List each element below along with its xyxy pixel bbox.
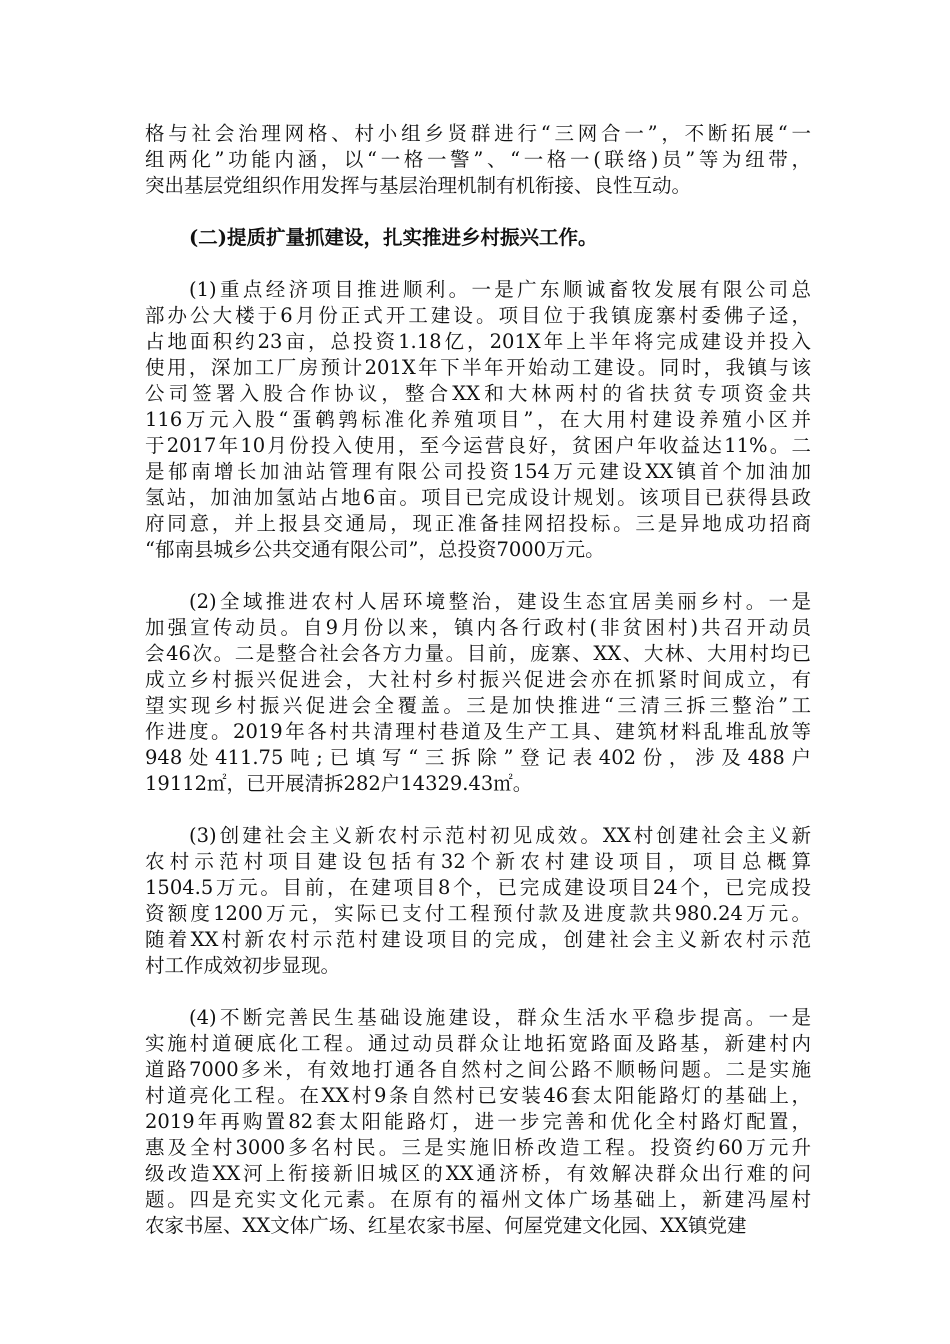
text-line: 116万元入股“蛋鹌鹑标准化养殖项目”，在大用村建设养殖小区并 bbox=[145, 408, 811, 431]
text-line: 级改造XX河上衔接新旧城区的XX通济桥，有效解决群众出行难的问 bbox=[145, 1162, 811, 1185]
text-line: 公司签署入股合作协议，整合XX和大林两村的省扶贫专项资金共 bbox=[145, 382, 811, 405]
text-line: 农村示范村项目建设包括有32个新农村建设项目，项目总概算 bbox=[145, 850, 811, 873]
body-paragraph bbox=[145, 277, 811, 563]
text-line: 作进度。2019年各村共清理村巷道及生产工具、建筑材料乱堆乱放等 bbox=[145, 720, 811, 743]
text-line: (4)不断完善民生基础设施建设，群众生活水平稳步提高。一是 bbox=[189, 1006, 811, 1029]
text-line: 占地面积约23亩，总投资1.18亿，201X年上半年将完成建设并投入 bbox=[145, 330, 811, 353]
text-line: 会46次。二是整合社会各方力量。目前，庞寨、XX、大林、大用村均已 bbox=[145, 642, 811, 665]
text-line: 格与社会治理网格、村小组乡贤群进行“三网合一”，不断拓展“一 bbox=[145, 122, 811, 145]
text-line: 村工作成效初步显现。 bbox=[145, 954, 341, 977]
text-line: 于2017年10月份投入使用，至今运营良好，贫困户年收益达11%。二 bbox=[145, 434, 811, 457]
text-line: “郁南县城乡公共交通有限公司”，总投资7000万元。 bbox=[145, 538, 605, 561]
text-line: 随着XX村新农村示范村建设项目的完成，创建社会主义新农村示范 bbox=[145, 928, 811, 951]
text-line: 农家书屋、XX文体广场、红星农家书屋、何屋党建文化园、XX镇党建 bbox=[145, 1214, 747, 1237]
text-line: (二)提质扩量抓建设，扎实推进乡村振兴工作。 bbox=[189, 226, 598, 249]
document-body bbox=[145, 121, 811, 1265]
text-line: 题。四是充实文化元素。在原有的福州文体广场基础上，新建冯屋村 bbox=[145, 1188, 811, 1211]
text-line: 2019年再购置82套太阳能路灯，进一步完善和优化全村路灯配置， bbox=[145, 1110, 811, 1133]
section-heading bbox=[145, 225, 811, 251]
text-line: 府同意，并上报县交通局，现正准备挂网招投标。三是异地成功招商 bbox=[145, 512, 811, 535]
body-paragraph bbox=[145, 1005, 811, 1239]
text-line: (3)创建社会主义新农村示范村初见成效。XX村创建社会主义新 bbox=[189, 824, 811, 847]
text-line: 部办公大楼于6月份正式开工建设。项目位于我镇庞寨村委佛子迳， bbox=[145, 304, 811, 327]
text-line: 村道亮化工程。在XX村9条自然村已安装46套太阳能路灯的基础上， bbox=[145, 1084, 811, 1107]
body-paragraph bbox=[145, 823, 811, 979]
text-line: 实施村道硬底化工程。通过动员群众让地拓宽路面及路基，新建村内 bbox=[145, 1032, 811, 1055]
text-line: 使用，深加工厂房预计201X年下半年开始动工建设。同时，我镇与该 bbox=[145, 356, 811, 379]
text-line: 惠及全村3000多名村民。三是实施旧桥改造工程。投资约60万元升 bbox=[145, 1136, 811, 1159]
text-line: 组两化”功能内涵，以“一格一警”、“一格一(联络)员”等为纽带， bbox=[145, 148, 811, 171]
body-paragraph bbox=[145, 121, 811, 199]
text-line: 道路7000多米，有效地打通各自然村之间公路不顺畅问题。二是实施 bbox=[145, 1058, 811, 1081]
text-line: 19112㎡，已开展清拆282户14329.43㎡。 bbox=[145, 772, 533, 795]
text-line: 望实现乡村振兴促进会全覆盖。三是加快推进“三清三拆三整治”工 bbox=[145, 694, 811, 717]
text-line: 氢站，加油加氢站占地6亩。项目已完成设计规划。该项目已获得县政 bbox=[145, 486, 811, 509]
body-paragraph bbox=[145, 589, 811, 797]
text-line: 加强宣传动员。自9月份以来，镇内各行政村(非贫困村)共召开动员 bbox=[145, 616, 811, 639]
text-line: 资额度1200万元，实际已支付工程预付款及进度款共980.24万元。 bbox=[145, 902, 811, 925]
text-line: 1504.5万元。目前，在建项目8个，已完成建设项目24个，已完成投 bbox=[145, 876, 811, 899]
text-line: (2)全域推进农村人居环境整治，建设生态宜居美丽乡村。一是 bbox=[189, 590, 811, 613]
text-line: 突出基层党组织作用发挥与基层治理机制有机衔接、良性互动。 bbox=[145, 174, 692, 197]
text-line: 948处411.75吨;已填写“三拆除”登记表402份，涉及488户 bbox=[145, 746, 811, 769]
text-line: (1)重点经济项目推进顺利。一是广东顺诚畜牧发展有限公司总 bbox=[189, 278, 811, 301]
text-line: 是郁南增长加油站管理有限公司投资154万元建设XX镇首个加油加 bbox=[145, 460, 811, 483]
text-line: 成立乡村振兴促进会，大社村乡村振兴促进会亦在抓紧时间成立，有 bbox=[145, 668, 811, 691]
